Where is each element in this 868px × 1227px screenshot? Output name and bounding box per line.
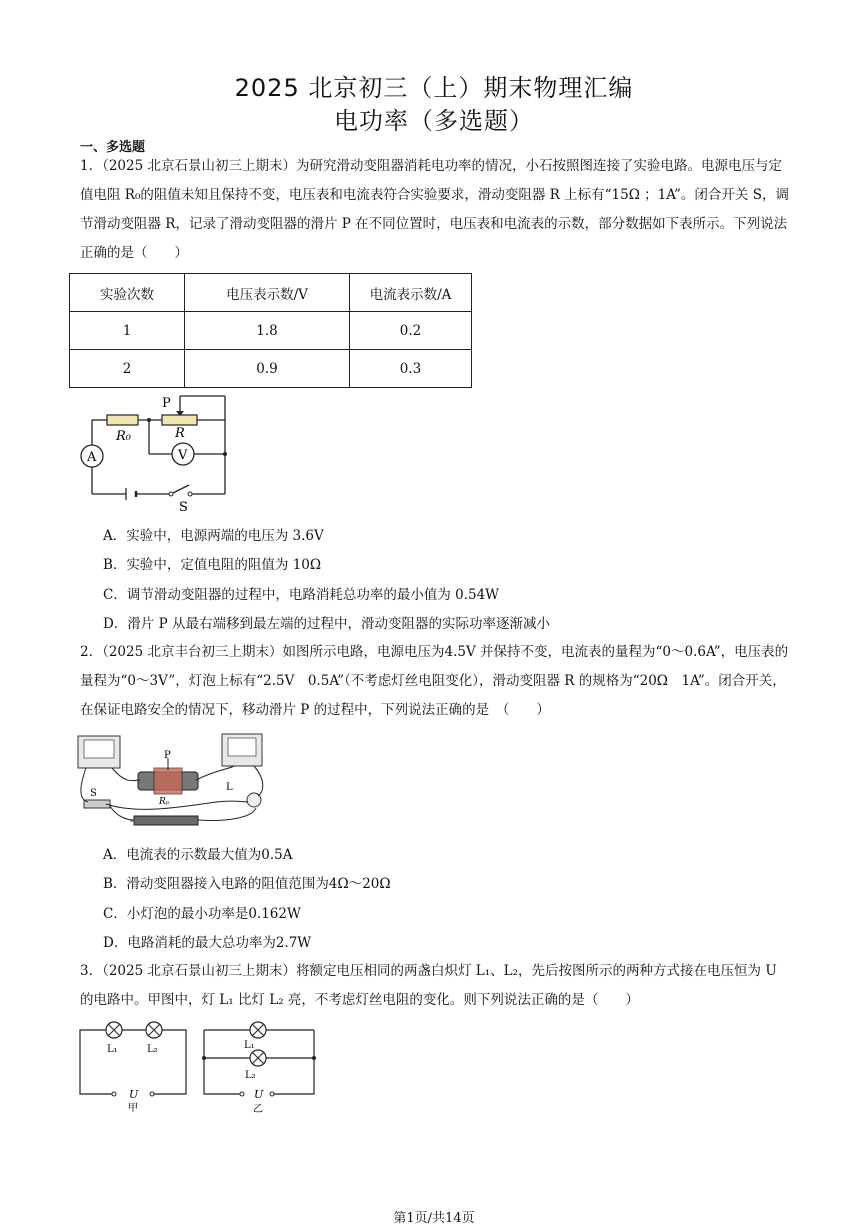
junction-dot [312,1056,316,1060]
q2-option-c: C．小灯泡的最小功率是0.162W [103,906,301,922]
label-p: P [164,750,171,761]
junction-dot [223,452,227,456]
table-cell: 1.8 [185,312,350,350]
table-row [70,312,472,350]
battery-icon [134,816,198,825]
bulb-l1-icon [250,1022,266,1038]
table-cell: 0.2 [350,312,472,350]
section-heading: 一、多选题 [80,140,146,155]
q2-option-d: D．电路消耗的最大总功率为2.7W [103,935,312,951]
label-l1: L₁ [107,1044,118,1055]
q2-circuit-photo [76,730,280,834]
label-minus: - [130,816,134,827]
rheostat-r [162,415,197,425]
label-v: V [178,448,188,463]
table-header-cell: 实验次数 [70,274,185,312]
question-2-text: 2．（2025 北京丰台初三上期末）如图所示电路，电源电压为4.5V 并保持不变，电流表的量程为“0～0.6A”，电压表的量程为“0～3V”，灯泡上标有“2.5V 0.5A”（不考虑灯丝电阻变化），滑动变阻器 R 的规格为“20Ω 1A”。闭合开关，在保证电路安全的情况下，移动滑片 P 的过程中，下列说法正确的是 （ ） [80,644,789,718]
q1-circuit-diagram [74,393,234,513]
resistor-r0 [107,415,138,425]
terminal-dot [270,1092,274,1096]
table-cell: 0.3 [350,350,472,388]
q1-option-a: A．实验中，电源两端的电压为 3.6V [103,528,324,544]
table-header-cell: 电流表示数/A [350,274,472,312]
label-r0: R₀ [116,429,131,444]
table-cell: 0.9 [185,350,350,388]
switch-contact [188,492,192,496]
q1-option-b: B．实验中，定值电阻的阻值为 10Ω [103,557,322,573]
table-cell: 2 [70,350,185,388]
caption-jia: 甲 [128,1103,138,1114]
label-rp: Rₚ [159,797,170,807]
label-l1: L₁ [244,1040,255,1051]
terminal-dot [150,1092,154,1096]
table-header-cell: 电压表示数/V [185,274,350,312]
junction-dot [202,1056,206,1060]
bulb-l2-icon [146,1022,162,1038]
switch-contact [169,492,173,496]
page-footer: 第1页/共14页 [393,1211,475,1226]
document-subtitle: 电功率（多选题） [334,107,534,135]
question-3-text: 3．（2025 北京石景山初三上期末）将额定电压相同的两盏白炽灯 L₁、L₂，先后按图所示的两种方式接在电压恒为 U 的电路中。甲图中，灯 L₁ 比灯 L₂ 亮，不考虑灯丝电阻的变化。则下列说法正确的是（ ） [80,963,777,1008]
label-l: L [226,782,233,793]
q3-circuit-yi [202,1018,318,1116]
label-s: S [90,788,97,799]
q3-circuit-jia [78,1018,196,1114]
label-a: A [87,450,97,465]
caption-yi: 乙 [253,1104,263,1115]
table-header-row [70,274,472,312]
document-title: 2025 北京初三（上）期末物理汇编 [234,74,634,102]
label-l2: L₂ [245,1070,256,1081]
label-r: R [175,426,185,441]
q1-option-c: C．调节滑动变阻器的过程中，电路消耗总功率的最小值为 0.54W [103,587,500,603]
bulb-l1-icon [106,1022,122,1038]
terminal-dot [112,1092,116,1096]
rheostat-coil-icon [154,768,182,794]
meter-dial-icon [228,738,256,756]
q2-option-b: B．滑动变阻器接入电路的阻值范围为4Ω～20Ω [103,876,391,892]
q1-data-table [69,273,472,388]
label-p: P [162,396,171,411]
bulb-l2-icon [250,1050,266,1066]
label-u: U [129,1088,139,1101]
label-l2: L₂ [147,1044,158,1055]
label-u: U [254,1088,264,1101]
label-s: S [179,500,188,513]
q2-option-a: A．电流表的示数最大值为0.5A [103,847,293,863]
terminal-dot [240,1092,244,1096]
junction-dot [147,418,151,422]
table-row [70,350,472,388]
meter-dial-icon [84,740,114,758]
q1-option-d: D．滑片 P 从最右端移到最左端的过程中，滑动变阻器的实际功率逐渐减小 [103,616,550,632]
table-cell: 1 [70,312,185,350]
question-1-text: 1．（2025 北京石景山初三上期末）为研究滑动变阻器消耗电功率的情况，小石按照图连接了实验电路。电源电压与定值电阻 R₀的阻值未知且保持不变，电压表和电流表符合实验要求，滑动变阻器 R 上标有“15Ω ；1A”。闭合开关 S，调节滑动变阻器 R，记录了滑动变阻器的滑片 P 在不同位置时，电压表和电流表的示数，部分数据如下表所示。下列说法正确的是（ ） [80,158,789,261]
